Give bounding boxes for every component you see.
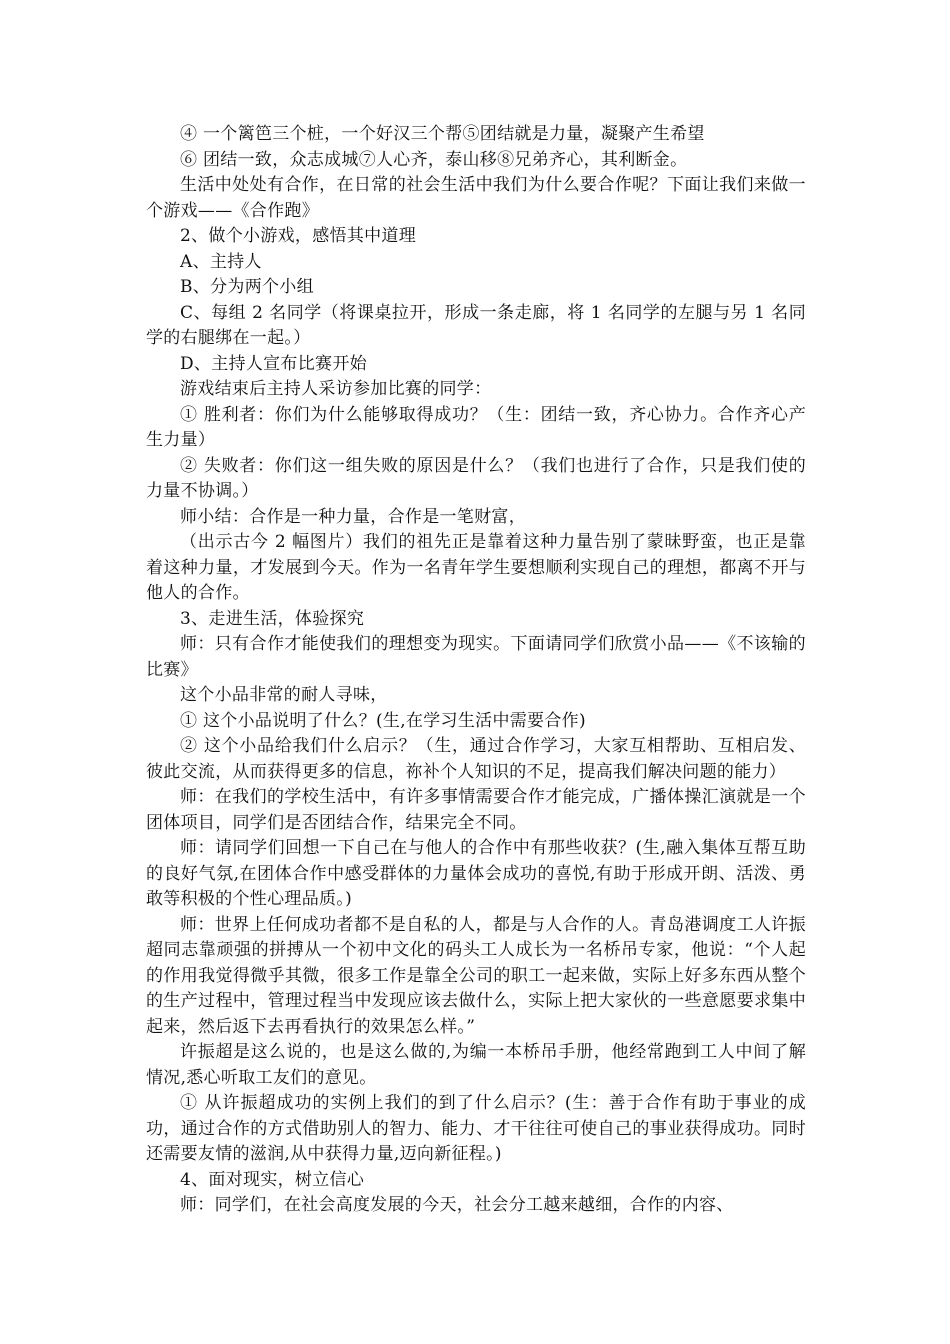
- list-item: ② 失败者：你们这一组失败的原因是什么？（我们也进行了合作，只是我们使的力量不协调。）: [146, 455, 806, 501]
- list-item: B、分为两个小组: [180, 277, 314, 297]
- list-item: ① 胜利者：你们为什么能够取得成功？（生：团结一致，齐心协力。合作齐心产生力量）: [146, 404, 806, 450]
- section-heading: 3、走进生活，体验探究: [180, 608, 365, 629]
- paragraph: 游戏结束后主持人采访参加比赛的同学：: [180, 379, 492, 399]
- paragraph: 师：同学们，在社会高度发展的今天，社会分工越来越细，合作的内容、: [180, 1195, 734, 1215]
- list-item: A、主持人: [180, 251, 262, 272]
- document-body: [146, 122, 806, 1219]
- paragraph: 师小结：合作是一种力量，合作是一笔财富，: [180, 506, 526, 527]
- section-heading: 4、面对现实，树立信心: [180, 1169, 365, 1190]
- section-heading: 2、做个小游戏，感悟其中道理: [180, 226, 417, 246]
- paragraph: ④ 一个篱笆三个桩，一个好汉三个帮⑤团结就是力量，凝聚产生希望: [180, 124, 705, 144]
- paragraph: 师：在我们的学校生活中，有许多事情需要合作才能完成，广播体操汇演就是一个团体项目，同学们是否团结合作，结果完全不同。: [146, 787, 806, 833]
- paragraph: （出示古今 2 幅图片）我们的祖先正是靠着这种力量告别了蒙昧野蛮，也正是靠着这种力量，才发展到今天。作为一名青年学生要想顺利实现自己的理想，都离不开与他人的合作。: [146, 532, 806, 603]
- paragraph: 师：只有合作才能使我们的理想变为现实。下面请同学们欣赏小品——《不该输的比赛》: [146, 634, 806, 680]
- list-item: ① 从许振超成功的实例上我们的到了什么启示？(生：善于合作有助于事业的成功，通过合作的方式借助别人的智力、能力、才干往往可使自己的事业获得成功。同时还需要友情的滋润,从中获得力量,迈向新征程。): [146, 1093, 806, 1164]
- paragraph: ⑥ 团结一致，众志成城⑦人心齐，泰山移⑧兄弟齐心，其利断金。: [180, 149, 688, 170]
- list-item: D、主持人宣布比赛开始: [180, 353, 367, 374]
- paragraph: 师：请同学们回想一下自己在与他人的合作中有那些收获？(生,融入集体互帮互助的良好气氛,在团体合作中感受群体的力量体会成功的喜悦,有助于形成开朗、活泼、勇敢等积极的个性心理品质。): [146, 838, 806, 909]
- paragraph: 许振超是这么说的，也是这么做的,为编一本桥吊手册，他经常跑到工人中间了解情况,悉心听取工友们的意见。: [146, 1042, 806, 1088]
- paragraph: 生活中处处有合作，在日常的社会生活中我们为什么要合作呢？下面让我们来做一个游戏——《合作跑》: [146, 175, 806, 221]
- list-item: ② 这个小品给我们什么启示？（生，通过合作学习，大家互相帮助、互相启发、彼此交流，从而获得更多的信息，祢补个人知识的不足，提高我们解决问题的能力）: [146, 736, 806, 782]
- list-item: C、每组 2 名同学（将课桌拉开，形成一条走廊，将 1 名同学的左腿与另 1 名同学的右腿绑在一起。）: [146, 302, 806, 348]
- paragraph: 师：世界上任何成功者都不是自私的人，都是与人合作的人。青岛港调度工人许振超同志靠顽强的拼搏从一个初中文化的码头工人成长为一名桥吊专家，他说：“个人起的作用我觉得微乎其微，很多工作是靠全公司的职工一起来做，实际上好多东西从整个的生产过程中，管理过程当中发现应该去做什么，实际上把大家伙的一些意愿要求集中起来，然后返下去再看执行的效果怎么样。”: [146, 914, 806, 1037]
- list-item: ① 这个小品说明了什么？(生,在学习生活中需要合作): [180, 710, 586, 731]
- paragraph: 这个小品非常的耐人寻味，: [180, 685, 388, 705]
